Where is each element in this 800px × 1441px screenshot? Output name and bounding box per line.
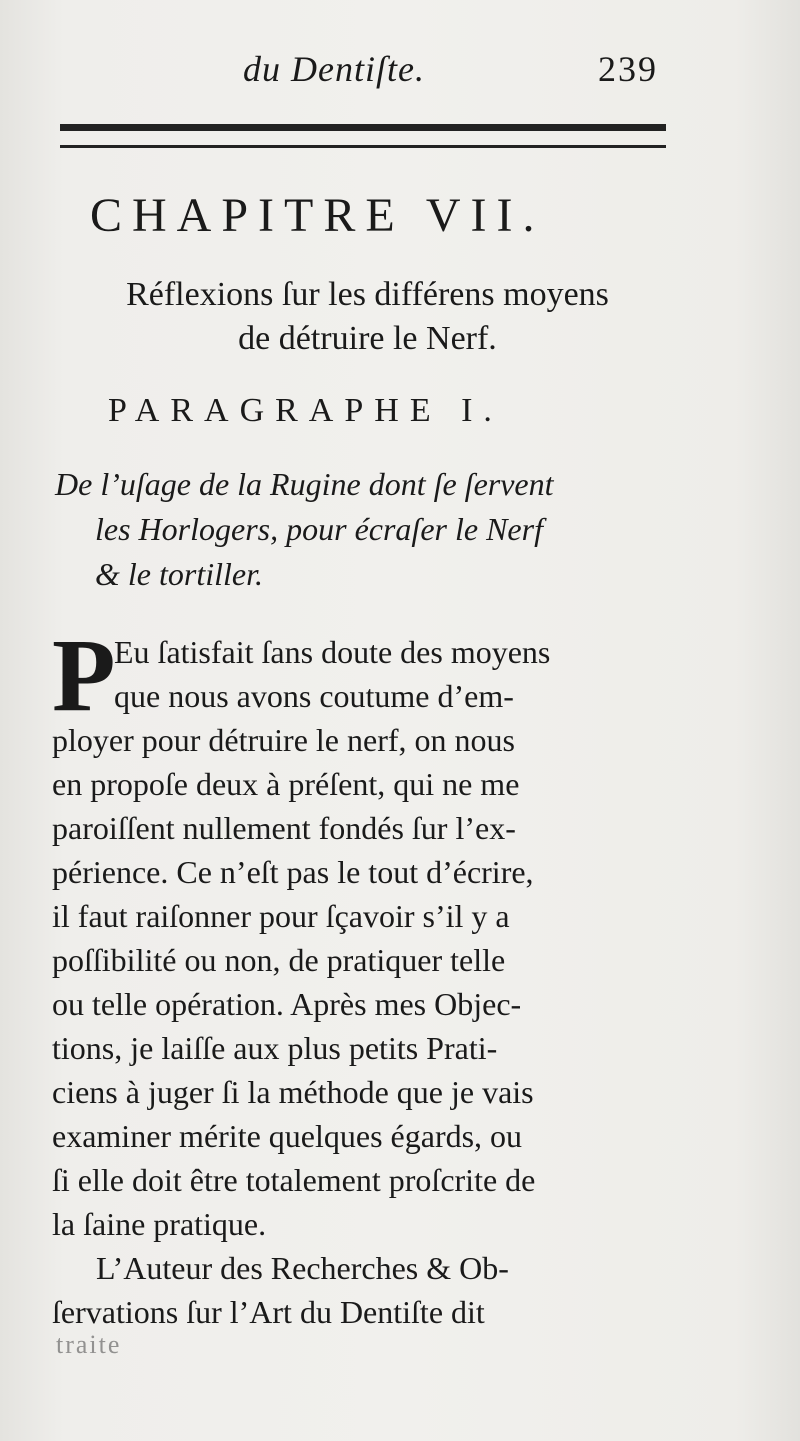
body-line: il faut raiſonner pour ſçavoir s’il y a xyxy=(52,898,510,934)
body-line: ſervations ſur l’Art du Dentiſte dit xyxy=(52,1294,485,1330)
chapter-subtitle-line: de détruire le Nerf. xyxy=(238,320,497,357)
header-rule-thick xyxy=(60,124,666,131)
chapter-title: CHAPITRE VII. xyxy=(90,189,545,242)
body-line: paroiſſent nullement fondés ſur l’ex- xyxy=(52,810,516,846)
section-heading-line: & le tortiller. xyxy=(95,556,263,592)
section-heading xyxy=(55,462,680,597)
body-line: ſi elle doit être totalement proſcrite de xyxy=(52,1162,536,1198)
body-line: ciens à juger ſi la méthode que je vais xyxy=(52,1074,534,1110)
body-line: L’Auteur des Recherches & Ob- xyxy=(96,1250,509,1286)
body-line: en propoſe deux à préſent, qui ne me xyxy=(52,766,520,802)
body-line: tions, je laiſſe aux plus petits Prati- xyxy=(52,1030,498,1066)
body-line: la ſaine pratique. xyxy=(52,1206,267,1242)
body-line: périence. Ce n’eſt pas le tout d’écrire, xyxy=(52,854,534,890)
body-line: ou telle opération. Après mes Objec- xyxy=(52,986,522,1022)
body-text xyxy=(52,618,677,1334)
header-rule-thin xyxy=(60,145,666,148)
page-number: 239 xyxy=(598,49,658,89)
running-header xyxy=(0,48,800,98)
catchword: traite xyxy=(56,1330,122,1359)
body-line: examiner mérite quelques égards, ou xyxy=(52,1118,523,1154)
running-title: du Dentiſte. xyxy=(243,49,425,89)
body-line: poſſibilité ou non, de pratiquer telle xyxy=(52,942,506,978)
drop-cap: P xyxy=(52,618,116,733)
section-heading-line: les Horlogers, pour écraſer le Nerf xyxy=(95,511,543,547)
paragraph-heading: PARAGRAPHE I. xyxy=(108,392,503,429)
section-heading-line: De l’uſage de la Rugine dont ſe ſervent xyxy=(55,466,554,502)
body-line: ployer pour détruire le nerf, on nous xyxy=(52,722,515,758)
body-line: que nous avons coutume d’em- xyxy=(114,678,514,714)
chapter-subtitle-line: Réflexions ſur les différens moyens xyxy=(126,276,609,313)
chapter-subtitle xyxy=(55,272,680,360)
body-line: Eu ſatisfait ſans doute des moyens xyxy=(114,634,551,670)
